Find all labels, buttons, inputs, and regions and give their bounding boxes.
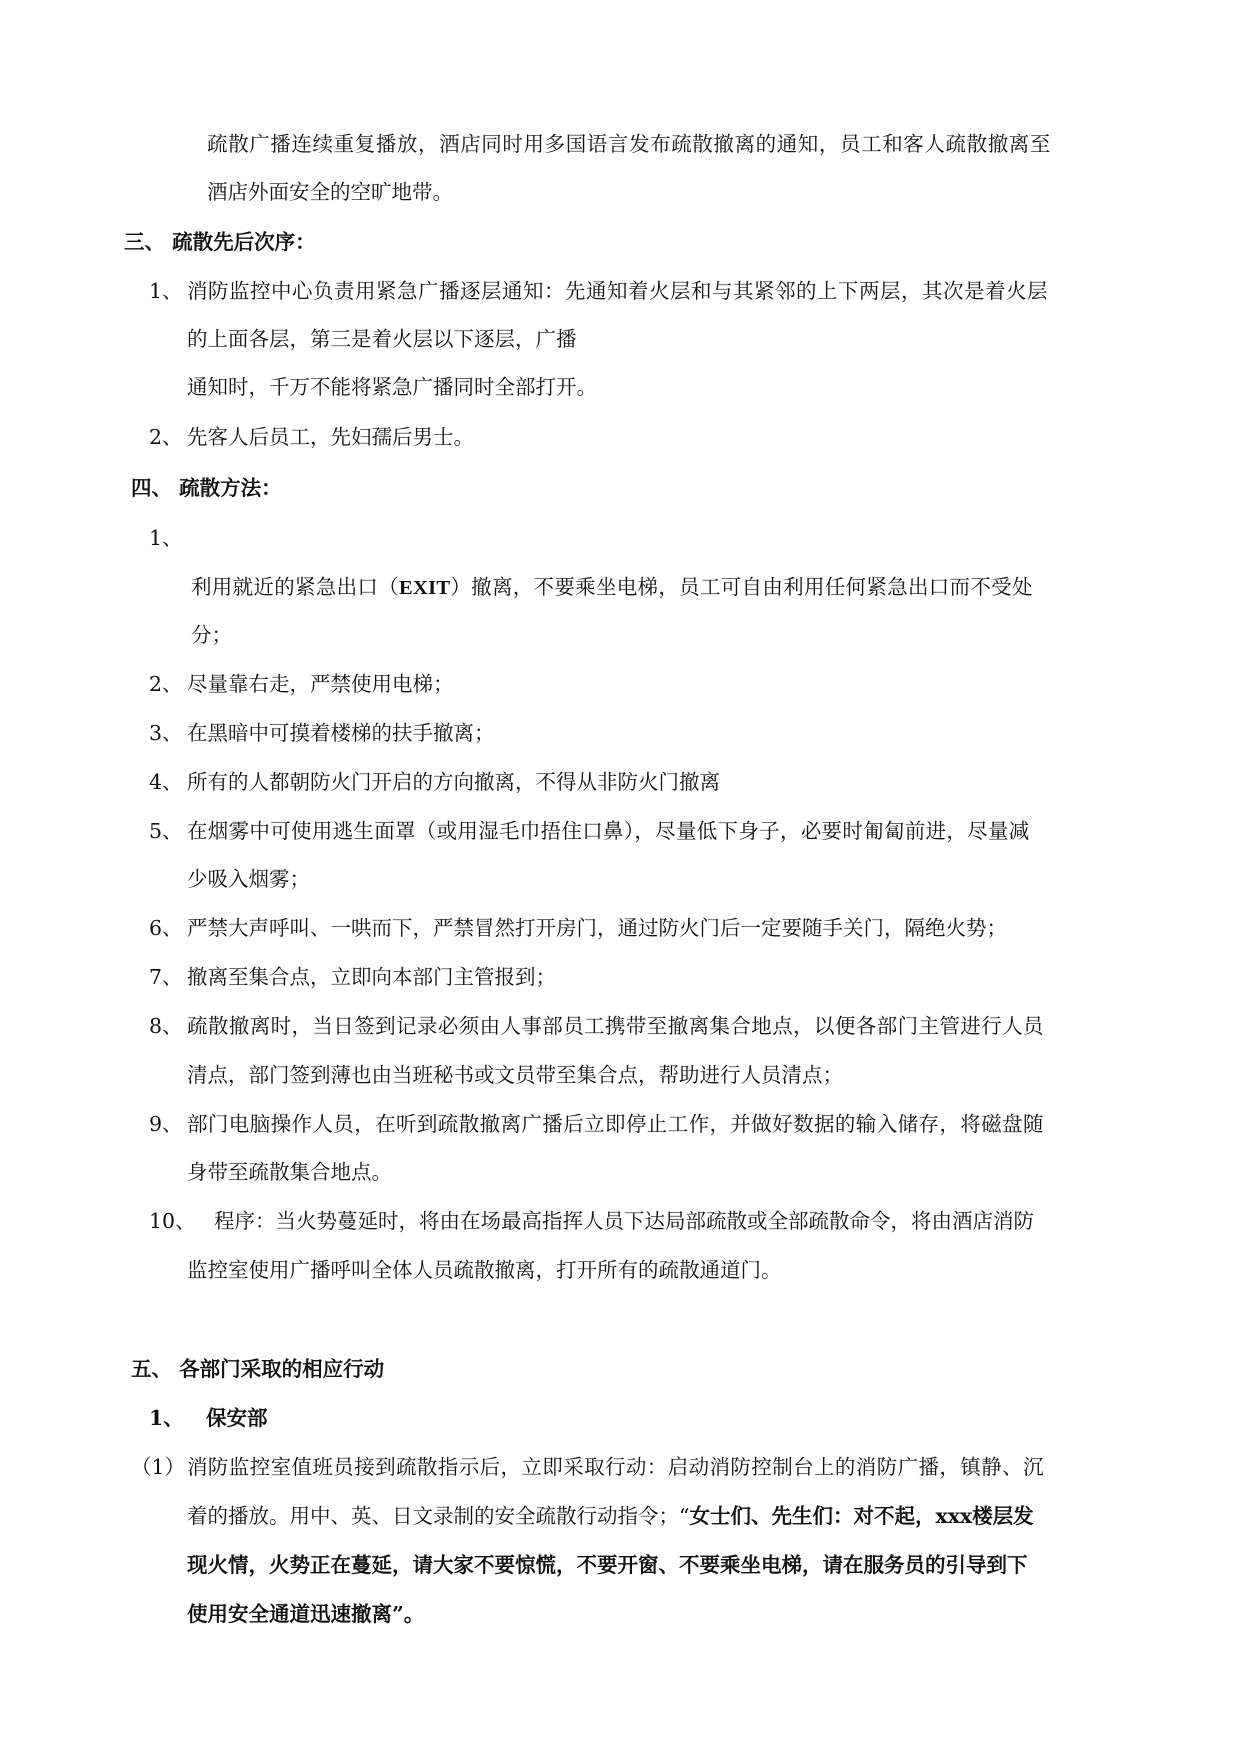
s4-item-7-line-1: 撤离至集合点，立即向本部门主管报到； xyxy=(187,965,556,989)
s4-item-5-line-2: 少吸入烟雾； xyxy=(187,867,310,891)
s4-item-1-text-c: ）撤离，不要乘坐电梯，员工可自由利用任何紧急出口而不受处 xyxy=(450,575,1033,599)
s5-para-1-line-2 xyxy=(187,1502,1034,1530)
s3-item-2-number: 2、 xyxy=(149,425,183,449)
exit-label: EXIT xyxy=(399,577,451,599)
s4-item-4-line-1: 所有的人都朝防火门开启的方向撤离，不得从非防火门撤离 xyxy=(187,770,720,794)
intro-line-1: 疏散广播连续重复播放，酒店同时用多国语言发布疏散撤离的通知，员工和客人疏散撤离至 xyxy=(207,132,1051,156)
s4-item-1-line-2: 分； xyxy=(191,623,232,647)
s3-item-1-line-1: 消防监控中心负责用紧急广播逐层通知：先通知着火层和与其紧邻的上下两层，其次是着火层 xyxy=(187,279,1048,303)
s4-item-3-number: 3、 xyxy=(149,721,183,745)
s4-item-6-line-1: 严禁大声呼叫、一哄而下，严禁冒然打开房门，通过防火门后一定要随手关门，隔绝火势； xyxy=(187,916,1007,940)
s4-item-1-line-1 xyxy=(191,573,1033,601)
s4-item-5-number: 5、 xyxy=(149,819,183,843)
s5-para-1-line-1: 消防监控室值班员接到疏散指示后，立即采取行动：启动消防控制台上的消防广播，镇静、沉 xyxy=(187,1455,1044,1479)
section-5-heading: 五、 各部门采取的相应行动 xyxy=(131,1357,385,1381)
section-4-heading: 四、 疏散方法： xyxy=(131,476,282,500)
s4-item-10-line-1: 程序：当火势蔓延时，将由在场最高指挥人员下达局部疏散或全部疏散命令，将由酒店消防 xyxy=(214,1209,1034,1233)
s3-item-1-line-2: 的上面各层，第三是着火层以下逐层，广播 xyxy=(187,327,577,351)
s4-item-6-number: 6、 xyxy=(149,916,183,940)
s5-sub-1-title: 保安部 xyxy=(206,1406,268,1430)
s3-item-2-line-1: 先客人后员工，先妇孺后男士。 xyxy=(187,425,474,449)
section-3-heading: 三、 疏散先后次序： xyxy=(124,230,316,254)
s4-item-8-number: 8、 xyxy=(149,1014,183,1038)
s4-item-9-number: 9、 xyxy=(149,1112,183,1136)
s5-para-1-line-2-b: 女士们、先生们：对不起，xxx楼层发 xyxy=(689,1504,1034,1528)
s4-item-1-text-a: 利用就近的紧急出口（ xyxy=(191,575,399,599)
s4-item-10-line-2: 监控室使用广播呼叫全体人员疏散撤离，打开所有的疏散通道门。 xyxy=(187,1258,782,1282)
s4-item-8-line-1: 疏散撤离时，当日签到记录必须由人事部员工携带至撤离集合地点，以便各部门主管进行人员 xyxy=(187,1014,1044,1038)
s5-para-1-number: （1） xyxy=(131,1455,186,1479)
s3-item-1-line-3: 通知时，千万不能将紧急广播同时全部打开。 xyxy=(187,375,597,399)
s4-item-9-line-1: 部门电脑操作人员，在听到疏散撤离广播后立即停止工作，并做好数据的输入储存，将磁盘随 xyxy=(187,1112,1044,1136)
s4-item-1-number: 1、 xyxy=(149,526,183,550)
s4-item-5-line-1: 在烟雾中可使用逃生面罩（或用湿毛巾捂住口鼻），尽量低下身子，必要时匍匐前进，尽量减 xyxy=(187,819,1030,843)
s4-item-2-number: 2、 xyxy=(149,672,183,696)
s4-item-3-line-1: 在黑暗中可摸着楼梯的扶手撤离； xyxy=(187,721,495,745)
s5-para-1-line-4: 使用安全通道迅速撤离”。 xyxy=(187,1602,425,1626)
s4-item-4-number: 4、 xyxy=(149,770,183,794)
s5-sub-1-number: 1、 xyxy=(149,1406,184,1430)
s5-para-1-line-3: 现火情，火势正在蔓延，请大家不要惊慌，不要开窗、不要乘坐电梯，请在服务员的引导到下 xyxy=(187,1553,1028,1577)
s4-item-10-number: 10、 xyxy=(149,1209,196,1233)
s5-para-1-line-2-a: 着的播放。用中、英、日文录制的安全疏散行动指令；“ xyxy=(187,1504,690,1528)
s4-item-7-number: 7、 xyxy=(149,965,183,989)
s4-item-2-line-1: 尽量靠右走，严禁使用电梯； xyxy=(187,672,454,696)
s4-item-8-line-2: 清点，部门签到薄也由当班秘书或文员带至集合点，帮助进行人员清点； xyxy=(187,1063,843,1087)
s3-item-1-number: 1、 xyxy=(149,279,183,303)
intro-line-2: 酒店外面安全的空旷地带。 xyxy=(207,180,453,204)
s4-item-9-line-2: 身带至疏散集合地点。 xyxy=(187,1160,392,1184)
